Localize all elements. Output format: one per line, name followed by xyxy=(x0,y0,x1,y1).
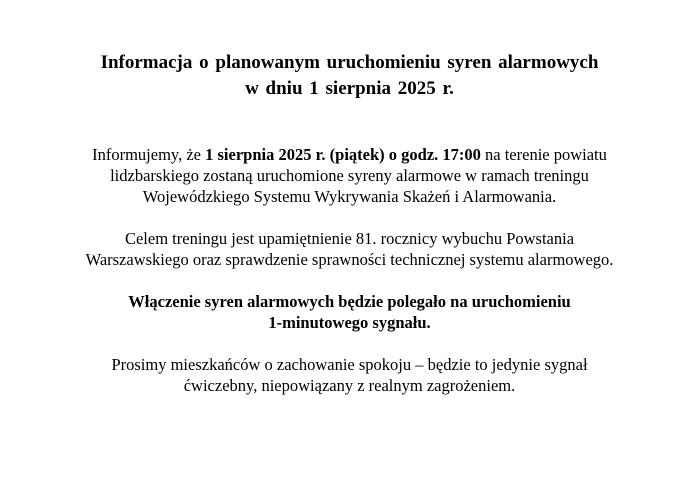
paragraph-signal-info-line-1: Włączenie syren alarmowych będzie polegało na uruchomieniu xyxy=(128,292,571,311)
paragraph-announcement xyxy=(0,144,699,207)
paragraph-request-line-1: Prosimy mieszkańców o zachowanie spokoju – będzie to jedynie sygnał xyxy=(111,355,588,374)
announcement-intro-text: Informujemy, że xyxy=(92,145,206,164)
paragraph-signal-info xyxy=(0,291,699,333)
paragraph-purpose-line-1: Celem treningu jest upamiętnienie 81. rocznicy wybuchu Powstania xyxy=(124,229,575,248)
paragraph-announcement-line-2: lidzbarskiego zostaną uruchomione syreny alarmowe w ramach treningu xyxy=(110,166,589,185)
paragraph-request-line-2: ćwiczebny, niepowiązany z realnym zagrożeniem. xyxy=(183,376,516,395)
paragraph-purpose-line-2: Warszawskiego oraz sprawdzenie sprawności technicznej systemu alarmowego. xyxy=(85,250,614,269)
title-line-2: w dniu 1 sierpnia 2025 r. xyxy=(245,78,454,99)
announcement-date-time: 1 sierpnia 2025 r. (piątek) o godz. 17:00 xyxy=(205,145,481,164)
paragraph-request xyxy=(0,354,699,396)
paragraph-purpose xyxy=(0,228,699,270)
paragraph-announcement-line-1 xyxy=(0,144,699,165)
paragraph-signal-info-line-2: 1-minutowego sygnału. xyxy=(268,313,431,332)
announcement-rest-text: na terenie powiatu xyxy=(480,145,607,164)
title-line-1: Informacja o planowanym uruchomieniu syren alarmowych xyxy=(100,52,599,73)
paragraph-announcement-line-3: Wojewódzkiego Systemu Wykrywania Skażeń i Alarmowania. xyxy=(142,187,557,206)
document-title xyxy=(0,50,699,102)
